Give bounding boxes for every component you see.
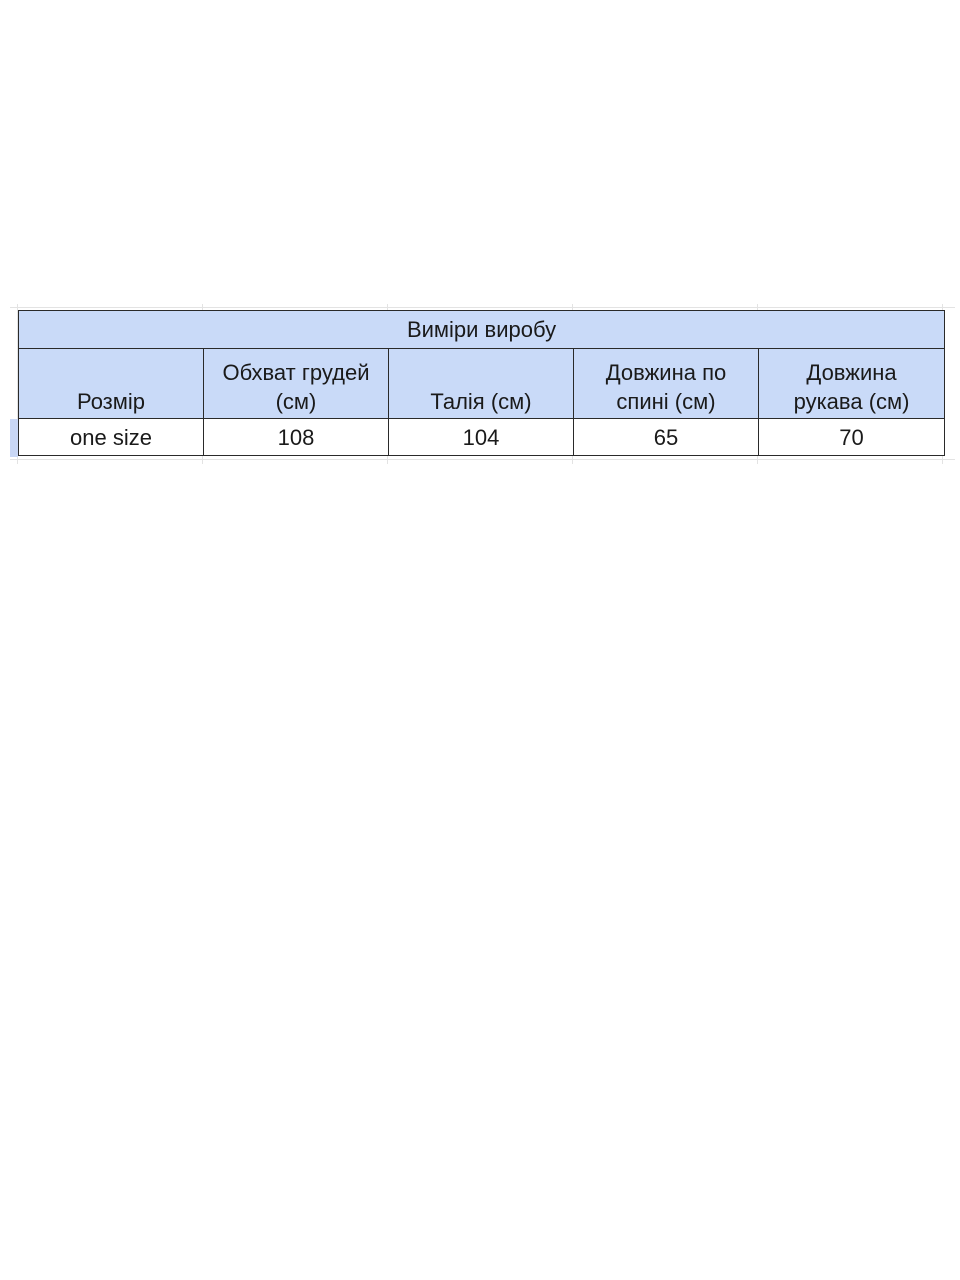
cell-waist[interactable]: [389, 419, 574, 456]
table-title-cell[interactable]: [19, 311, 945, 349]
measurements-table: [18, 310, 945, 456]
cell-chest[interactable]: [204, 419, 389, 456]
table-title: Виміри виробу: [406, 317, 557, 342]
gridline: [10, 459, 955, 460]
cell-sleeve-length[interactable]: [759, 419, 945, 456]
cell-value: 104: [462, 424, 500, 450]
header-cell-chest[interactable]: [204, 349, 389, 419]
table-row: [19, 419, 945, 456]
cell-value: 65: [653, 424, 679, 450]
header-cell-sleeve-length[interactable]: [759, 349, 945, 419]
cell-value: one size: [70, 424, 152, 450]
cell-back-length[interactable]: [574, 419, 759, 456]
header-label: Довжина рукава (см): [793, 360, 910, 414]
header-row: [19, 349, 945, 419]
header-cell-waist[interactable]: [389, 349, 574, 419]
header-label: Розмір: [76, 389, 146, 414]
gridline: [10, 307, 955, 308]
header-label: Довжина по спині (см): [605, 360, 727, 414]
cell-size[interactable]: [19, 419, 204, 456]
header-cell-back-length[interactable]: [574, 349, 759, 419]
title-row: [19, 311, 945, 349]
header-cell-size[interactable]: [19, 349, 204, 419]
spreadsheet-area: [10, 304, 955, 464]
cell-value: 70: [839, 424, 864, 450]
header-label: Обхват грудей (см): [222, 360, 370, 414]
row-selection-marker: [10, 419, 18, 457]
header-label: Талія (см): [430, 389, 532, 414]
cell-value: 108: [277, 424, 315, 450]
